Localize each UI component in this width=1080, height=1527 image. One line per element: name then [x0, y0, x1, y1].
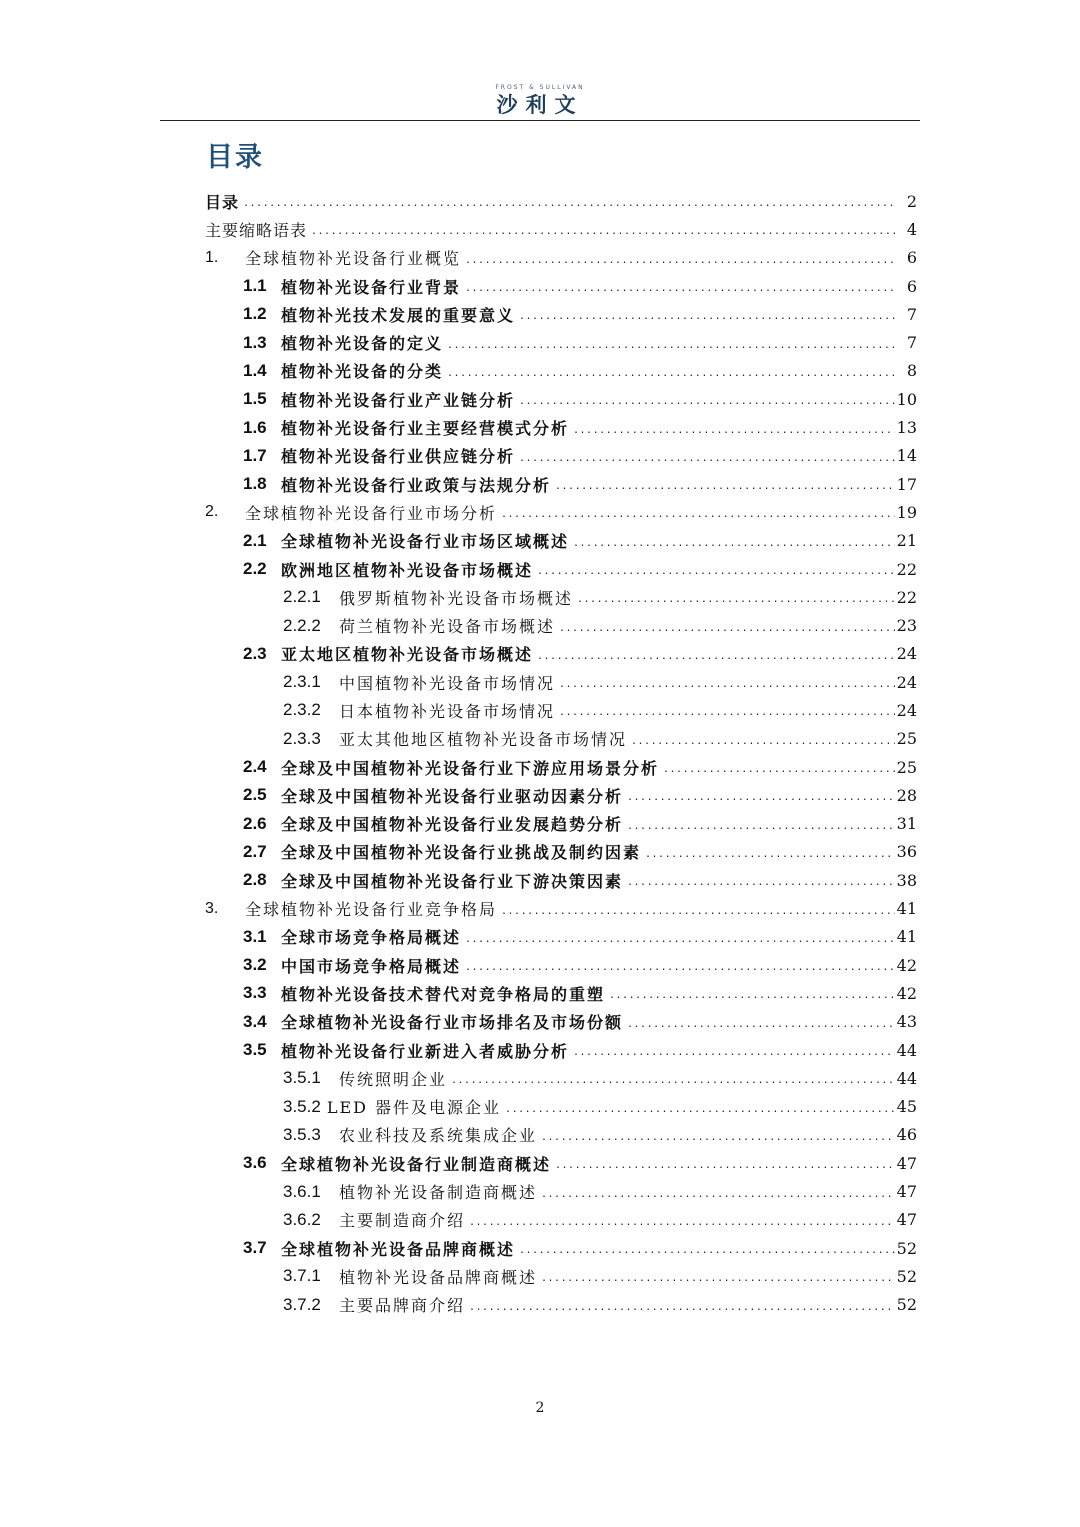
toc-leader-dots: [505, 1098, 895, 1116]
toc-entry-number: 3.7.1: [283, 1266, 321, 1286]
toc-entry-label: 植物补光设备行业产业链分析: [281, 390, 516, 410]
toc-entry-page: 41: [896, 899, 917, 919]
toc-entry-page: 10: [896, 389, 917, 409]
toc-entry-number: 1.3: [243, 332, 267, 352]
toc-leader-dots: [469, 1211, 895, 1229]
toc-entry-page: 52: [896, 1238, 917, 1258]
toc-entry-number: 2.7: [243, 841, 267, 861]
toc-entry-number: 3.4: [243, 1011, 267, 1031]
toc-entry-page: 4: [906, 219, 917, 239]
toc-entry-label: 全球及中国植物补光设备行业挑战及制约因素: [281, 843, 642, 863]
toc-leader-dots: [559, 673, 895, 691]
toc-leader-dots: [447, 362, 897, 380]
header-logo: [0, 84, 1080, 117]
toc-entry[interactable]: [205, 1177, 917, 1205]
toc-entry-page: 44: [896, 1040, 917, 1060]
toc-entry-label: 全球市场竞争格局概述: [281, 928, 462, 948]
toc-entry[interactable]: [205, 527, 917, 555]
toc-entry-page: 28: [896, 785, 917, 805]
toc-entry-label: 农业科技及系统集成企业: [339, 1126, 538, 1146]
toc-leader-dots: [577, 588, 895, 606]
toc-entry[interactable]: [205, 781, 917, 809]
toc-entry-label: 全球及中国植物补光设备行业下游应用场景分析: [281, 758, 660, 778]
toc-entry-label: 主要品牌商介绍: [339, 1296, 466, 1316]
toc-entry[interactable]: [205, 300, 917, 328]
toc-leader-dots: [627, 786, 895, 804]
toc-leader-dots: [519, 390, 895, 408]
toc-leader-dots: [469, 1296, 895, 1314]
toc-entry[interactable]: [205, 696, 917, 724]
toc-entry-number: 1.2: [243, 304, 267, 324]
toc-entry[interactable]: [205, 611, 917, 639]
toc-entry-page: 46: [896, 1125, 917, 1145]
toc-entry-number: 3.: [205, 899, 219, 917]
toc-entry-page: 25: [896, 729, 917, 749]
toc-entry[interactable]: [205, 1291, 917, 1319]
toc-entry[interactable]: [205, 838, 917, 866]
toc-entry[interactable]: [205, 470, 917, 498]
toc-leader-dots: [573, 532, 895, 550]
toc-entry-page: 42: [896, 983, 917, 1003]
toc-entry-label: 植物补光设备行业主要经营模式分析: [281, 419, 570, 439]
toc-entry-page: 47: [896, 1210, 917, 1230]
toc-entry-number: 2.2.2: [283, 615, 321, 635]
toc-entry-number: 3.5.1: [283, 1068, 321, 1088]
toc-entry-page: 22: [896, 559, 917, 579]
toc-entry-number: 2.4: [243, 757, 267, 777]
toc-entry-label: 全球植物补光设备行业市场分析: [245, 503, 498, 523]
toc-leader-dots: [519, 305, 897, 323]
toc-entry-label: 中国植物补光设备市场情况: [339, 673, 556, 693]
toc-entry-label: 荷兰植物补光设备市场概述: [339, 617, 556, 637]
toc-entry-page: 45: [896, 1097, 917, 1117]
toc-entry-number: 1.5: [243, 389, 267, 409]
toc-entry-label: 植物补光设备制造商概述: [339, 1183, 538, 1203]
toc-entry-label: 亚太其他地区植物补光设备市场情况: [339, 730, 628, 750]
toc-entry-page: 44: [896, 1068, 917, 1088]
toc-entry[interactable]: [205, 1206, 917, 1234]
toc-entry-label: LED 器件及电源企业: [326, 1098, 502, 1118]
toc-leader-dots: [555, 1154, 895, 1172]
toc-entry-label: 全球及中国植物补光设备行业发展趋势分析: [281, 815, 624, 835]
toc-entry[interactable]: [205, 640, 917, 668]
toc-entry-page: 7: [906, 333, 917, 353]
toc-entry[interactable]: [205, 187, 917, 215]
toc-leader-dots: [645, 843, 895, 861]
toc-leader-dots: [519, 447, 895, 465]
toc-entry-page: 36: [896, 842, 917, 862]
toc-entry-label: 植物补光技术发展的重要意义: [281, 305, 516, 325]
toc-entry-page: 22: [896, 587, 917, 607]
toc-entry-number: 3.3: [243, 983, 267, 1003]
toc-entry[interactable]: [205, 923, 917, 951]
toc-entry-number: 1.6: [243, 417, 267, 437]
toc-entry-label: 中国市场竞争格局概述: [281, 956, 462, 976]
toc-entry-label: 主要缩略语表: [205, 220, 308, 240]
toc-entry-number: 1.8: [243, 474, 267, 494]
toc-entry[interactable]: [205, 555, 917, 583]
toc-entry-label: 植物补光设备行业新进入者威胁分析: [281, 1041, 570, 1061]
toc-entry[interactable]: [205, 328, 917, 356]
toc-leader-dots: [537, 645, 895, 663]
toc-entry-number: 3.5: [243, 1040, 267, 1060]
toc-entry-page: 24: [896, 644, 917, 664]
toc-entry-label: 植物补光设备的定义: [281, 334, 444, 354]
toc-entry[interactable]: [205, 1064, 917, 1092]
toc-entry-label: 全球植物补光设备行业市场区域概述: [281, 532, 570, 552]
toc-leader-dots: [519, 1239, 895, 1257]
toc-entry[interactable]: [205, 1036, 917, 1064]
toc-entry-number: 3.6.1: [283, 1181, 321, 1201]
toc-leader-dots: [243, 192, 897, 210]
toc-entry[interactable]: [205, 1149, 917, 1177]
toc-entry-label: 亚太地区植物补光设备市场概述: [281, 645, 534, 665]
toc-leader-dots: [559, 701, 895, 719]
toc-entry-page: 24: [896, 672, 917, 692]
toc-entry[interactable]: [205, 866, 917, 894]
toc-entry-label: 欧洲地区植物补光设备市场概述: [281, 560, 534, 580]
toc-entry-page: 13: [896, 418, 917, 438]
toc-leader-dots: [451, 1069, 895, 1087]
toc-entry-label: 植物补光设备行业政策与法规分析: [281, 475, 552, 495]
toc-entry-number: 3.5.2: [283, 1096, 321, 1116]
toc-entry-page: 47: [896, 1182, 917, 1202]
toc-leader-dots: [627, 815, 895, 833]
toc-leader-dots: [559, 617, 895, 635]
toc-entry-page: 52: [896, 1266, 917, 1286]
toc-entry[interactable]: [205, 413, 917, 441]
toc-entry[interactable]: [205, 215, 917, 243]
toc-entry[interactable]: [205, 951, 917, 979]
toc-entry-page: 52: [896, 1295, 917, 1315]
toc-entry-number: 3.6.2: [283, 1209, 321, 1229]
toc-entry-number: 3.1: [243, 926, 267, 946]
toc-entry-number: 1.1: [243, 276, 267, 296]
toc-leader-dots: [447, 334, 897, 352]
toc-entry[interactable]: [205, 668, 917, 696]
toc-entry[interactable]: [205, 894, 917, 922]
toc-entry-label: 主要制造商介绍: [339, 1211, 466, 1231]
toc-entry-label: 目录: [205, 192, 240, 212]
toc-entry-page: 14: [896, 446, 917, 466]
toc-entry[interactable]: [205, 1008, 917, 1036]
toc-leader-dots: [465, 928, 895, 946]
toc-entry-label: 植物补光设备行业供应链分析: [281, 447, 516, 467]
toc-entry-label: 全球植物补光设备行业竞争格局: [245, 900, 498, 920]
toc-entry-label: 全球及中国植物补光设备行业下游决策因素: [281, 871, 624, 891]
toc-entry[interactable]: [205, 272, 917, 300]
toc-entry-label: 全球植物补光设备品牌商概述: [281, 1239, 516, 1259]
toc-entry-page: 17: [896, 474, 917, 494]
footer-page-number: 2: [535, 1400, 545, 1416]
toc-entry-number: 2.1: [243, 530, 267, 550]
toc-leader-dots: [627, 871, 895, 889]
toc-entry[interactable]: [205, 357, 917, 385]
toc-entry[interactable]: [205, 1234, 917, 1262]
toc-leader-dots: [541, 1267, 895, 1285]
toc-entry-page: 6: [906, 276, 917, 296]
logo-chinese-text: 沙利文: [496, 93, 584, 117]
toc-entry[interactable]: [205, 979, 917, 1007]
toc-entry[interactable]: [205, 498, 917, 526]
toc-entry-page: 38: [896, 870, 917, 890]
toc-entry-page: 8: [906, 361, 917, 381]
toc-entry-number: 3.7: [243, 1238, 267, 1258]
toc-entry[interactable]: [205, 753, 917, 781]
toc-entry-label: 植物补光设备的分类: [281, 362, 444, 382]
toc-leader-dots: [663, 758, 895, 776]
toc-leader-dots: [555, 475, 895, 493]
toc-entry-page: 21: [896, 531, 917, 551]
toc-entry-number: 2.: [205, 503, 219, 521]
toc-entry-label: 全球植物补光设备行业市场排名及市场份额: [281, 1013, 624, 1033]
toc-leader-dots: [465, 249, 897, 267]
toc-entry-number: 2.5: [243, 785, 267, 805]
toc-entry-number: 2.8: [243, 870, 267, 890]
toc-entry-page: 25: [896, 757, 917, 777]
toc-leader-dots: [541, 1183, 895, 1201]
toc-entry-label: 日本植物补光设备市场情况: [339, 701, 556, 721]
toc-entry-number: 1.4: [243, 360, 267, 380]
toc-entry-page: 19: [896, 502, 917, 522]
toc-entry[interactable]: [205, 244, 917, 272]
toc-leader-dots: [501, 900, 895, 918]
toc-entry-number: 2.2: [243, 559, 267, 578]
toc-entry-label: 全球植物补光设备行业概览: [245, 249, 462, 269]
toc-entry-number: 2.2.1: [283, 587, 321, 607]
toc-leader-dots: [465, 277, 897, 295]
toc-entry-page: 7: [906, 304, 917, 324]
toc-entry-label: 俄罗斯植物补光设备市场概述: [339, 588, 574, 608]
toc-entry-label: 植物补光设备行业背景: [281, 277, 462, 297]
toc-entry-number: 2.3.3: [283, 728, 321, 748]
toc-entry-number: 1.7: [243, 445, 267, 465]
toc-leader-dots: [609, 984, 895, 1002]
toc-entry-page: 24: [896, 700, 917, 720]
toc-entry-number: 2.3: [243, 643, 267, 663]
toc-entry-number: 1.: [205, 248, 219, 266]
toc-entry[interactable]: [205, 810, 917, 838]
toc-leader-dots: [573, 1041, 895, 1059]
logo-english-text: FROST & SULLIVAN: [495, 84, 585, 91]
toc-leader-dots: [631, 730, 895, 748]
toc-entry-number: 2.3.2: [283, 700, 321, 720]
header-divider: [160, 120, 920, 121]
toc-entry[interactable]: [205, 385, 917, 413]
toc-entry-label: 全球及中国植物补光设备行业驱动因素分析: [281, 786, 624, 806]
toc-entry-label: 全球植物补光设备行业制造商概述: [281, 1154, 552, 1174]
toc-entry-number: 2.6: [243, 813, 267, 833]
toc-list: [205, 187, 917, 1319]
toc-entry-number: 3.6: [243, 1153, 267, 1173]
toc-leader-dots: [465, 956, 895, 974]
toc-entry[interactable]: [205, 725, 917, 753]
toc-entry[interactable]: [205, 1121, 917, 1149]
toc-leader-dots: [541, 1126, 895, 1144]
toc-leader-dots: [627, 1013, 895, 1031]
toc-leader-dots: [537, 560, 895, 578]
toc-entry-page: 41: [896, 927, 917, 947]
toc-leader-dots: [311, 220, 897, 238]
toc-leader-dots: [501, 503, 895, 521]
toc-entry-label: 植物补光设备技术替代对竞争格局的重塑: [281, 984, 606, 1004]
toc-leader-dots: [573, 419, 895, 437]
toc-entry-number: 3.7.2: [283, 1294, 321, 1314]
toc-entry[interactable]: [205, 1262, 917, 1290]
toc-entry-page: 47: [896, 1153, 917, 1173]
toc-entry[interactable]: [205, 442, 917, 470]
toc-entry-page: 42: [896, 955, 917, 975]
toc-entry-number: 3.5.3: [283, 1124, 321, 1144]
toc-entry-page: 23: [896, 616, 917, 636]
toc-entry-page: 2: [906, 191, 917, 211]
toc-entry-label: 传统照明企业: [339, 1069, 448, 1089]
toc-entry-page: 31: [896, 814, 917, 834]
toc-entry-number: 3.2: [243, 955, 267, 975]
toc-entry[interactable]: [205, 1093, 917, 1121]
toc-entry-label: 植物补光设备品牌商概述: [339, 1267, 538, 1287]
toc-entry-page: 43: [896, 1012, 917, 1032]
page-title: 目录: [206, 142, 264, 173]
toc-entry-page: 6: [906, 248, 917, 268]
toc-entry[interactable]: [205, 583, 917, 611]
toc-entry-number: 2.3.1: [283, 672, 321, 692]
